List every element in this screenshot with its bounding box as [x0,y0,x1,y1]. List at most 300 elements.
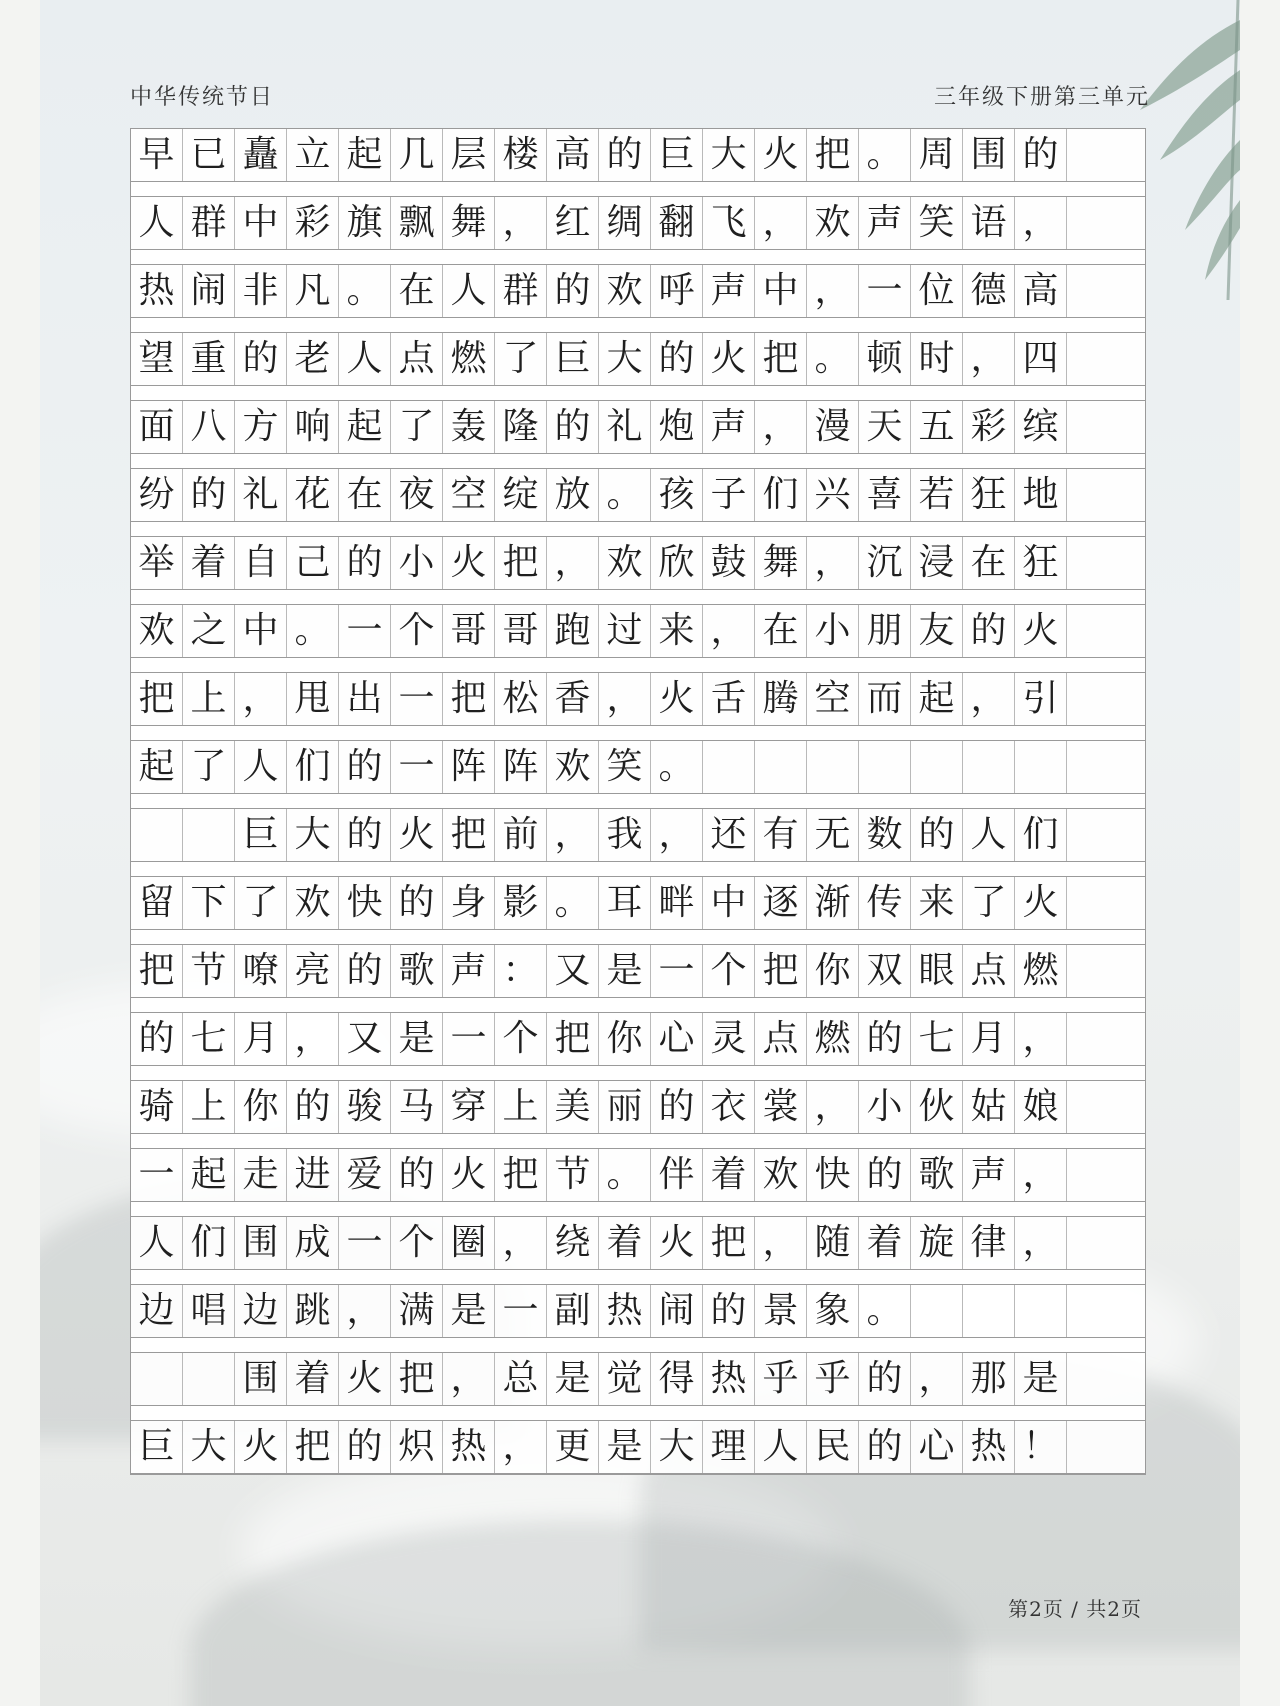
row-separator [131,590,1145,605]
grid-cell: 的 [183,469,235,521]
grid-cell: 耳 [599,877,651,929]
grid-cell: 兴 [807,469,859,521]
grid-cell [1067,1421,1119,1473]
grid-cell: 在 [755,605,807,657]
grid-cell: 大 [183,1421,235,1473]
grid-cell: ， [599,673,651,725]
grid-cell: 理 [703,1421,755,1473]
grid-cell: 阵 [495,741,547,793]
grid-cell: 大 [651,1421,703,1473]
grid-cell: 礼 [599,401,651,453]
grid-cell: 位 [911,265,963,317]
grid-cell: 你 [599,1013,651,1065]
grid-cell: 欢 [131,605,183,657]
grid-cell: 象 [807,1285,859,1337]
grid-cell: 随 [807,1217,859,1269]
grid-cell: 满 [391,1285,443,1337]
grid-cell: 了 [495,333,547,385]
grid-cell: 缤 [1015,401,1067,453]
grid-cell: 人 [339,333,391,385]
grid-cell: 。 [547,877,599,929]
grid-cell: 哥 [495,605,547,657]
grid-row [131,265,1145,318]
grid-cell: 彩 [963,401,1015,453]
grid-cell: 周 [911,129,963,181]
grid-cell: 个 [495,1013,547,1065]
row-separator [131,726,1145,741]
grid-row [131,945,1145,998]
grid-cell: 月 [235,1013,287,1065]
grid-cell: 亮 [287,945,339,997]
grid-row [131,809,1145,862]
grid-cell: 着 [183,537,235,589]
grid-cell: 沉 [859,537,911,589]
grid-cell [1067,1149,1119,1201]
grid-cell: 。 [807,333,859,385]
grid-cell [131,809,183,861]
grid-cell: 炮 [651,401,703,453]
grid-cell: 快 [339,877,391,929]
grid-cell: 阵 [443,741,495,793]
grid-cell: 七 [911,1013,963,1065]
grid-cell: 一 [131,1149,183,1201]
grid-cell: 欢 [547,741,599,793]
grid-cell: 之 [183,605,235,657]
grid-cell: 着 [703,1149,755,1201]
grid-cell: 那 [963,1353,1015,1405]
grid-cell: 一 [391,741,443,793]
grid-cell [1067,605,1119,657]
grid-cell: 群 [183,197,235,249]
grid-cell: 绕 [547,1217,599,1269]
grid-cell: 跳 [287,1285,339,1337]
grid-cell: 把 [495,537,547,589]
grid-cell: 热 [599,1285,651,1337]
grid-cell: 彩 [287,197,339,249]
grid-cell: 。 [599,469,651,521]
grid-cell: 几 [391,129,443,181]
grid-cell: 身 [443,877,495,929]
grid-cell: ， [963,333,1015,385]
grid-cell: 四 [1015,333,1067,385]
grid-cell: 在 [963,537,1015,589]
grid-cell: 把 [287,1421,339,1473]
grid-cell: 一 [391,673,443,725]
grid-cell: 着 [599,1217,651,1269]
grid-cell: 引 [1015,673,1067,725]
grid-cell: 地 [1015,469,1067,521]
grid-cell: 大 [599,333,651,385]
grid-cell: 上 [183,1081,235,1133]
grid-cell: 快 [807,1149,859,1201]
grid-cell: 甩 [287,673,339,725]
grid-cell: 点 [391,333,443,385]
grid-cell: 月 [963,1013,1015,1065]
grid-cell: 欢 [755,1149,807,1201]
grid-cell: ， [807,1081,859,1133]
grid-cell: 的 [963,605,1015,657]
grid-cell: 。 [339,265,391,317]
grid-cell: 着 [859,1217,911,1269]
grid-cell: ， [547,537,599,589]
grid-cell: 歌 [911,1149,963,1201]
grid-cell: 边 [131,1285,183,1337]
grid-cell: 无 [807,809,859,861]
grid-cell: 是 [1015,1353,1067,1405]
grid-cell: 觉 [599,1353,651,1405]
writing-grid [130,128,1146,1475]
grid-cell: 着 [287,1353,339,1405]
grid-cell: 你 [235,1081,287,1133]
grid-cell: 嘹 [235,945,287,997]
grid-cell: 旗 [339,197,391,249]
grid-cell: 红 [547,197,599,249]
grid-cell: 中 [703,877,755,929]
grid-cell: 把 [703,1217,755,1269]
grid-cell: 的 [1015,129,1067,181]
grid-cell: 了 [235,877,287,929]
grid-cell: 了 [183,741,235,793]
grid-cell: 的 [859,1149,911,1201]
grid-row [131,401,1145,454]
grid-row [131,197,1145,250]
grid-cell: 骏 [339,1081,391,1133]
grid-cell [1067,1285,1119,1337]
grid-cell: 的 [235,333,287,385]
grid-cell: 笑 [599,741,651,793]
grid-cell: 人 [235,741,287,793]
grid-cell: 火 [1015,605,1067,657]
grid-row [131,673,1145,726]
grid-cell: 把 [755,333,807,385]
grid-cell: 响 [287,401,339,453]
grid-cell: 灵 [703,1013,755,1065]
grid-cell: 喜 [859,469,911,521]
grid-cell: 五 [911,401,963,453]
grid-cell: 小 [859,1081,911,1133]
grid-cell: 个 [703,945,755,997]
grid-cell: 燃 [443,333,495,385]
row-separator [131,522,1145,537]
grid-cell: 欢 [599,265,651,317]
grid-row [131,1285,1145,1338]
grid-cell: 高 [1015,265,1067,317]
grid-cell: 的 [391,1149,443,1201]
grid-cell: 火 [651,673,703,725]
grid-cell: 了 [391,401,443,453]
grid-cell: 渐 [807,877,859,929]
grid-cell: 的 [339,1421,391,1473]
grid-cell [963,1285,1015,1337]
grid-cell: 姑 [963,1081,1015,1133]
grid-cell: 把 [443,809,495,861]
row-separator [131,454,1145,469]
grid-cell: 的 [859,1353,911,1405]
grid-row [131,1149,1145,1202]
grid-cell [1067,1081,1119,1133]
grid-cell: 火 [443,1149,495,1201]
row-separator [131,1202,1145,1217]
grid-cell: 。 [599,1149,651,1201]
grid-row [131,605,1145,658]
grid-cell: 的 [339,741,391,793]
grid-cell: 空 [807,673,859,725]
grid-cell: 放 [547,469,599,521]
grid-cell [183,809,235,861]
grid-cell: 火 [755,129,807,181]
grid-cell: 天 [859,401,911,453]
row-separator [131,1338,1145,1353]
grid-cell: 心 [651,1013,703,1065]
grid-cell [1067,537,1119,589]
grid-cell: 把 [131,945,183,997]
grid-cell: ， [807,265,859,317]
grid-cell: 点 [963,945,1015,997]
grid-cell: 声 [963,1149,1015,1201]
row-separator [131,998,1145,1013]
grid-cell: 非 [235,265,287,317]
grid-cell: 一 [339,605,391,657]
row-separator [131,182,1145,197]
grid-cell: 礼 [235,469,287,521]
grid-cell [183,1353,235,1405]
grid-cell: ， [963,673,1015,725]
grid-cell: 了 [963,877,1015,929]
grid-cell [755,741,807,793]
grid-cell: 人 [963,809,1015,861]
grid-cell: 绸 [599,197,651,249]
grid-cell: ， [287,1013,339,1065]
row-separator [131,250,1145,265]
grid-cell: 飘 [391,197,443,249]
grid-cell: ， [339,1285,391,1337]
grid-row [131,333,1145,386]
grid-cell: 的 [859,1421,911,1473]
grid-cell: 花 [287,469,339,521]
grid-cell: 马 [391,1081,443,1133]
grid-cell [1067,877,1119,929]
grid-cell: 成 [287,1217,339,1269]
grid-cell: 自 [235,537,287,589]
row-separator [131,1406,1145,1421]
grid-cell: 人 [443,265,495,317]
grid-cell: 唱 [183,1285,235,1337]
grid-cell: 律 [963,1217,1015,1269]
grid-cell: 欢 [599,537,651,589]
grid-cell: 副 [547,1285,599,1337]
grid-cell: 旋 [911,1217,963,1269]
grid-cell: 把 [391,1353,443,1405]
grid-cell: 眼 [911,945,963,997]
grid-cell: 民 [807,1421,859,1473]
grid-cell: 时 [911,333,963,385]
grid-cell [703,741,755,793]
grid-cell: 立 [287,129,339,181]
grid-cell: ， [755,401,807,453]
grid-cell: 群 [495,265,547,317]
grid-cell: 鼓 [703,537,755,589]
grid-cell: 闹 [651,1285,703,1337]
grid-cell: 层 [443,129,495,181]
grid-cell: 节 [547,1149,599,1201]
grid-cell: 已 [183,129,235,181]
grid-cell: 双 [859,945,911,997]
grid-cell: ， [807,537,859,589]
grid-cell: 火 [339,1353,391,1405]
grid-cell: 的 [339,809,391,861]
grid-cell: 飞 [703,197,755,249]
grid-cell: 美 [547,1081,599,1133]
grid-cell: 腾 [755,673,807,725]
grid-cell: 景 [755,1285,807,1337]
grid-cell: 把 [547,1013,599,1065]
grid-cell [1067,401,1119,453]
grid-cell: 把 [131,673,183,725]
grid-cell: 大 [703,129,755,181]
grid-cell: 跑 [547,605,599,657]
grid-cell: 丽 [599,1081,651,1133]
grid-cell: 面 [131,401,183,453]
row-separator [131,386,1145,401]
grid-cell: 热 [443,1421,495,1473]
grid-cell: ， [703,605,755,657]
grid-row [131,1217,1145,1270]
grid-cell: 的 [599,129,651,181]
grid-cell: ， [443,1353,495,1405]
row-separator [131,1270,1145,1285]
grid-cell: 歌 [391,945,443,997]
grid-cell: 孩 [651,469,703,521]
grid-cell [1067,265,1119,317]
grid-cell: 燃 [807,1013,859,1065]
grid-cell: 人 [755,1421,807,1473]
row-separator [131,794,1145,809]
grid-cell: 哥 [443,605,495,657]
grid-cell: 巨 [547,333,599,385]
grid-cell: 起 [131,741,183,793]
grid-cell: 节 [183,945,235,997]
grid-cell: ， [1015,1149,1067,1201]
grid-cell: 上 [495,1081,547,1133]
grid-cell: 影 [495,877,547,929]
grid-cell: 是 [443,1285,495,1337]
grid-cell: ， [1015,1217,1067,1269]
grid-cell: 八 [183,401,235,453]
grid-cell: 还 [703,809,755,861]
grid-cell: 。 [859,1285,911,1337]
grid-cell: 语 [963,197,1015,249]
grid-cell [911,1285,963,1337]
grid-cell: 穿 [443,1081,495,1133]
grid-cell: 是 [391,1013,443,1065]
grid-cell: 炽 [391,1421,443,1473]
grid-cell: 走 [235,1149,287,1201]
grid-cell: 望 [131,333,183,385]
grid-cell: 点 [755,1013,807,1065]
header-grade-unit: 三年级下册第三单元 [933,85,1150,110]
grid-cell: 巨 [651,129,703,181]
grid-cell: ， [235,673,287,725]
grid-cell: 热 [703,1353,755,1405]
grid-cell: 得 [651,1353,703,1405]
grid-cell: 畔 [651,877,703,929]
grid-cell: 圈 [443,1217,495,1269]
grid-row [131,1081,1145,1134]
grid-cell: ， [1015,197,1067,249]
grid-cell: 围 [963,129,1015,181]
grid-cell: 来 [651,605,703,657]
grid-cell [1067,1217,1119,1269]
grid-cell: 更 [547,1421,599,1473]
grid-cell: 把 [755,945,807,997]
grid-cell: 的 [131,1013,183,1065]
grid-cell: 热 [131,265,183,317]
grid-row [131,129,1145,182]
grid-cell: 骑 [131,1081,183,1133]
grid-cell: 人 [131,197,183,249]
grid-cell: 。 [287,605,339,657]
grid-cell: 声 [703,401,755,453]
grid-cell: 巨 [235,809,287,861]
grid-cell: 一 [443,1013,495,1065]
grid-cell [1067,197,1119,249]
grid-cell: 欣 [651,537,703,589]
grid-cell: 火 [651,1217,703,1269]
grid-cell [131,1353,183,1405]
header-category: 中华传统节日 [130,85,275,110]
grid-cell: 。 [859,129,911,181]
grid-cell: 出 [339,673,391,725]
grid-cell: 燃 [1015,945,1067,997]
page-indicator: 第2页 / 共2页 [1008,1597,1142,1621]
grid-cell: 狂 [963,469,1015,521]
row-separator [131,658,1145,673]
grid-cell: 又 [547,945,599,997]
grid-cell: ， [911,1353,963,1405]
grid-cell: 是 [599,1421,651,1473]
grid-cell [1015,741,1067,793]
grid-cell: 有 [755,809,807,861]
grid-cell: 友 [911,605,963,657]
row-separator [131,1066,1145,1081]
grid-cell: 裳 [755,1081,807,1133]
grid-cell: 高 [547,129,599,181]
grid-cell: 你 [807,945,859,997]
grid-cell: ， [547,809,599,861]
grid-cell: 一 [859,265,911,317]
grid-cell: 火 [703,333,755,385]
grid-cell: 香 [547,673,599,725]
grid-cell: 中 [755,265,807,317]
grid-cell: 起 [339,401,391,453]
grid-cell: 德 [963,265,1015,317]
grid-cell: 起 [339,129,391,181]
grid-cell: 一 [495,1285,547,1337]
grid-cell: 欢 [287,877,339,929]
grid-cell: 声 [859,197,911,249]
grid-cell: 松 [495,673,547,725]
grid-cell: 举 [131,537,183,589]
grid-cell: 总 [495,1353,547,1405]
grid-cell: ， [755,197,807,249]
grid-cell: 老 [287,333,339,385]
grid-cell: 火 [235,1421,287,1473]
grid-cell: 前 [495,809,547,861]
grid-cell [1067,673,1119,725]
grid-cell: 起 [183,1149,235,1201]
grid-cell: 边 [235,1285,287,1337]
grid-cell: 顿 [859,333,911,385]
